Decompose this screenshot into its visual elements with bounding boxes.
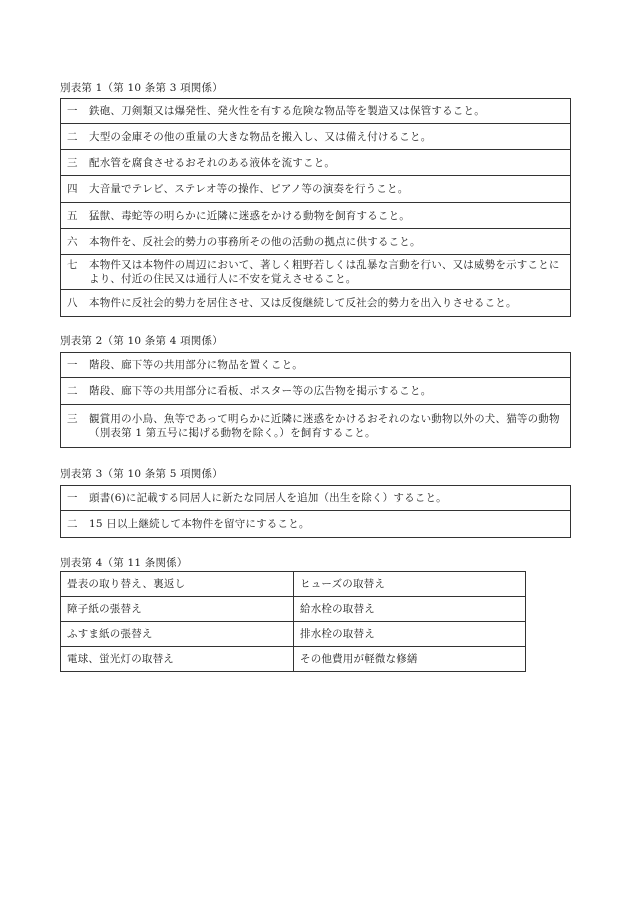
item-number: 二 bbox=[67, 130, 78, 143]
table2 bbox=[60, 352, 571, 448]
item-number: 一 bbox=[67, 359, 78, 371]
repair-item: 電球、蛍光灯の取替え bbox=[61, 647, 294, 672]
table1 bbox=[60, 98, 571, 317]
item-text: 15 日以上継続して本物件を留守にすること。 bbox=[89, 518, 310, 530]
repair-item: 排水栓の取替え bbox=[294, 622, 526, 647]
item-number: 一 bbox=[67, 492, 78, 504]
table2-title: 別表第 2（第 10 条第 4 項関係） bbox=[60, 335, 223, 347]
table1-title: 別表第 1（第 10 条第 3 項関係） bbox=[60, 82, 223, 94]
item-text: 本物件に反社会的勢力を居住させ、又は反復継続して反社会的勢力を出入りさせること。 bbox=[89, 297, 517, 309]
table-row bbox=[61, 150, 571, 176]
table-row bbox=[61, 622, 526, 647]
table-row bbox=[61, 255, 571, 290]
repair-item: その他費用が軽微な修繕 bbox=[294, 647, 526, 672]
item-text: 配水管を腐食させるおそれのある液体を流すこと。 bbox=[89, 156, 336, 169]
table4-title: 別表第 4（第 11 条関係） bbox=[60, 557, 188, 569]
table-row bbox=[61, 486, 571, 511]
table3 bbox=[60, 485, 571, 538]
table-row bbox=[61, 353, 571, 378]
repair-item: ふすま紙の張替え bbox=[61, 622, 294, 647]
table-row bbox=[61, 597, 526, 622]
item-number: 七 bbox=[67, 259, 78, 271]
item-number: 四 bbox=[67, 183, 78, 195]
item-number: 三 bbox=[67, 156, 78, 169]
item-number: 二 bbox=[67, 518, 78, 530]
item-text: 階段、廊下等の共用部分に物品を置くこと。 bbox=[89, 359, 303, 371]
table-row bbox=[61, 176, 571, 203]
item-text: 観賞用の小鳥、魚等であって明らかに近隣に迷惑をかけるおそれのない動物以外の犬、猫等の動物（別表第 1 第五号に掲げる動物を除く。）を飼育すること。 bbox=[89, 413, 560, 439]
table-row bbox=[61, 203, 571, 229]
table-row bbox=[61, 99, 571, 124]
table-row bbox=[61, 229, 571, 255]
item-number: 一 bbox=[67, 105, 78, 117]
repair-item: 給水栓の取替え bbox=[294, 597, 526, 622]
table4 bbox=[60, 571, 526, 672]
item-text: 大音量でテレビ、ステレオ等の操作、ピアノ等の演奏を行うこと。 bbox=[89, 183, 409, 195]
item-number: 五 bbox=[67, 209, 78, 222]
repair-item: 畳表の取り替え、裏返し bbox=[61, 572, 294, 597]
table3-title: 別表第 3（第 10 条第 5 項関係） bbox=[60, 468, 223, 480]
item-text: 階段、廊下等の共用部分に看板、ポスター等の広告物を掲示すること。 bbox=[89, 385, 432, 397]
item-text: 本物件又は本物件の周辺において、著しく粗野若しくは乱暴な言動を行い、又は威勢を示すことにより、付近の住民又は通行人に不安を覚えさせること。 bbox=[89, 259, 560, 285]
repair-item: 障子紙の張替え bbox=[61, 597, 294, 622]
table-row bbox=[61, 378, 571, 405]
item-number: 三 bbox=[67, 413, 78, 425]
table-row bbox=[61, 572, 526, 597]
item-text: 鉄砲、刀剣類又は爆発性、発火性を有する危険な物品等を製造又は保管すること。 bbox=[89, 105, 485, 117]
item-text: 頭書(6)に記載する同居人に新たな同居人を追加（出生を除く）すること。 bbox=[89, 492, 447, 504]
item-number: 二 bbox=[67, 385, 78, 397]
table-row bbox=[61, 647, 526, 672]
item-number: 六 bbox=[67, 235, 78, 248]
item-text: 本物件を、反社会的勢力の事務所その他の活動の拠点に供すること。 bbox=[89, 235, 421, 248]
item-text: 大型の金庫その他の重量の大きな物品を搬入し、又は備え付けること。 bbox=[89, 130, 432, 143]
item-number: 八 bbox=[67, 297, 78, 309]
item-text: 猛獣、毒蛇等の明らかに近隣に迷惑をかける動物を飼育すること。 bbox=[89, 209, 410, 222]
table-row bbox=[61, 290, 571, 317]
repair-item: ヒューズの取替え bbox=[294, 572, 526, 597]
table-row bbox=[61, 124, 571, 150]
table-row bbox=[61, 511, 571, 538]
table-row bbox=[61, 405, 571, 448]
